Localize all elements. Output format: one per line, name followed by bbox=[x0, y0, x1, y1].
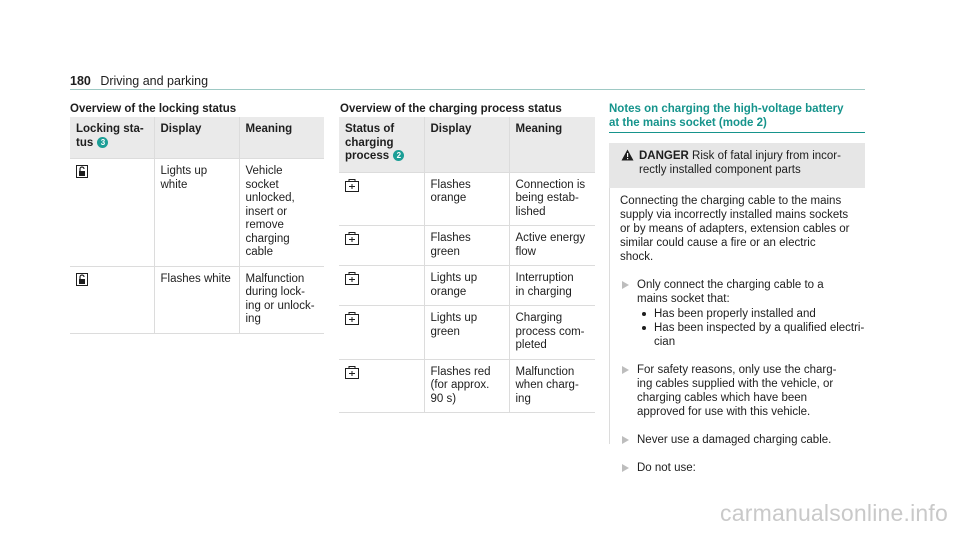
status-cell bbox=[70, 266, 154, 333]
charging-plug-icon bbox=[345, 366, 359, 379]
column-header-meaning: Meaning bbox=[239, 117, 324, 159]
page-number: 180 bbox=[70, 74, 91, 88]
danger-body bbox=[609, 188, 865, 474]
instruction-text: Do not use: bbox=[637, 462, 696, 474]
status-cell bbox=[339, 226, 424, 266]
locking-status-title: Overview of the locking status bbox=[70, 103, 237, 115]
instruction-item bbox=[620, 461, 856, 475]
display-cell: Lights up white bbox=[154, 159, 239, 267]
table-row bbox=[70, 159, 324, 267]
table-row bbox=[339, 172, 595, 226]
instruction-text: Never use a damaged charging cable. bbox=[637, 434, 832, 446]
danger-text bbox=[639, 149, 857, 177]
column-header-status bbox=[339, 117, 424, 172]
instruction-item bbox=[620, 433, 856, 447]
charging-plug-icon bbox=[345, 312, 359, 325]
instruction-arrow-icon bbox=[622, 366, 629, 374]
table-row bbox=[339, 266, 595, 306]
warning-triangle-icon bbox=[621, 149, 634, 161]
charging-status-table bbox=[339, 117, 595, 413]
list-item bbox=[637, 321, 873, 349]
status-cell bbox=[70, 159, 154, 267]
bullet-list bbox=[637, 307, 865, 349]
instruction-item bbox=[620, 363, 856, 419]
display-cell: Flashes orange bbox=[424, 172, 509, 226]
instruction-arrow-icon bbox=[622, 281, 629, 289]
callout-badge: 2 bbox=[393, 150, 404, 161]
charging-plug-icon bbox=[345, 232, 359, 245]
status-header-label: Status of charging process bbox=[345, 123, 395, 162]
danger-box bbox=[609, 143, 865, 474]
list-item-text: Has been inspected by a qualified electri- cian bbox=[654, 322, 865, 348]
section-name: Driving and parking bbox=[100, 74, 209, 88]
column-header-display: Display bbox=[424, 117, 509, 172]
column-header-display: Display bbox=[154, 117, 239, 159]
notes-title: Notes on charging the high-voltage battery at the mains socket (mode 2) bbox=[609, 103, 844, 129]
meaning-cell: Active energy flow bbox=[509, 226, 595, 266]
meaning-cell: Connection is being estab- lished bbox=[509, 172, 595, 226]
status-cell bbox=[339, 266, 424, 306]
meaning-cell: Charging process com- pleted bbox=[509, 306, 595, 360]
notes-divider bbox=[609, 132, 865, 133]
list-item-text: Has been properly installed and bbox=[654, 308, 816, 320]
list-item bbox=[637, 307, 873, 321]
table-row bbox=[70, 266, 324, 333]
charging-plug-icon bbox=[345, 179, 359, 192]
danger-label: DANGER bbox=[639, 150, 689, 162]
display-cell: Flashes green bbox=[424, 226, 509, 266]
meaning-cell: Vehicle socket unlocked, insert or remove charging cable bbox=[239, 159, 324, 267]
status-header-label: Locking sta- tus bbox=[76, 123, 144, 149]
unlocked-lock-icon bbox=[76, 165, 88, 178]
status-cell bbox=[339, 359, 424, 413]
display-cell: Flashes white bbox=[154, 266, 239, 333]
page-header bbox=[70, 74, 208, 88]
charging-status-title: Overview of the charging process status bbox=[340, 103, 562, 115]
bullet-icon bbox=[642, 312, 646, 316]
instruction-text: Only connect the charging cable to a mains socket that: bbox=[637, 279, 824, 305]
locking-status-table bbox=[70, 117, 324, 334]
meaning-cell: Malfunction when charg- ing bbox=[509, 359, 595, 413]
charging-plug-icon bbox=[345, 272, 359, 285]
instruction-arrow-icon bbox=[622, 464, 629, 472]
danger-description: Risk of fatal injury from incor- rectly installed component parts bbox=[639, 150, 841, 176]
column-header-status bbox=[70, 117, 154, 159]
instruction-item bbox=[620, 278, 865, 349]
danger-paragraph: Connecting the charging cable to the mains supply via incorrectly installed mains sockets or by means of adapters, extension cables or similar could cause a fire or an electric shock. bbox=[620, 195, 850, 263]
callout-badge: 3 bbox=[97, 137, 108, 148]
table-row bbox=[339, 226, 595, 266]
display-cell: Flashes red (for approx. 90 s) bbox=[424, 359, 509, 413]
instruction-text: For safety reasons, only use the charg- ing cables supplied with the vehicle, or charging cables which have been approved for use with this vehicle. bbox=[637, 364, 837, 418]
status-cell bbox=[339, 306, 424, 360]
danger-header bbox=[609, 143, 865, 188]
table-row bbox=[339, 359, 595, 413]
watermark: carmanualsonline.info bbox=[720, 500, 948, 526]
meaning-cell: Interruption in charging bbox=[509, 266, 595, 306]
instruction-arrow-icon bbox=[622, 436, 629, 444]
column-header-meaning: Meaning bbox=[509, 117, 595, 172]
header-divider bbox=[70, 89, 865, 90]
table-row bbox=[339, 306, 595, 360]
display-cell: Lights up orange bbox=[424, 266, 509, 306]
meaning-cell: Malfunction during lock- ing or unlock- ing bbox=[239, 266, 324, 333]
display-cell: Lights up green bbox=[424, 306, 509, 360]
bullet-icon bbox=[642, 326, 646, 330]
unlocked-lock-icon bbox=[76, 273, 88, 286]
status-cell bbox=[339, 172, 424, 226]
